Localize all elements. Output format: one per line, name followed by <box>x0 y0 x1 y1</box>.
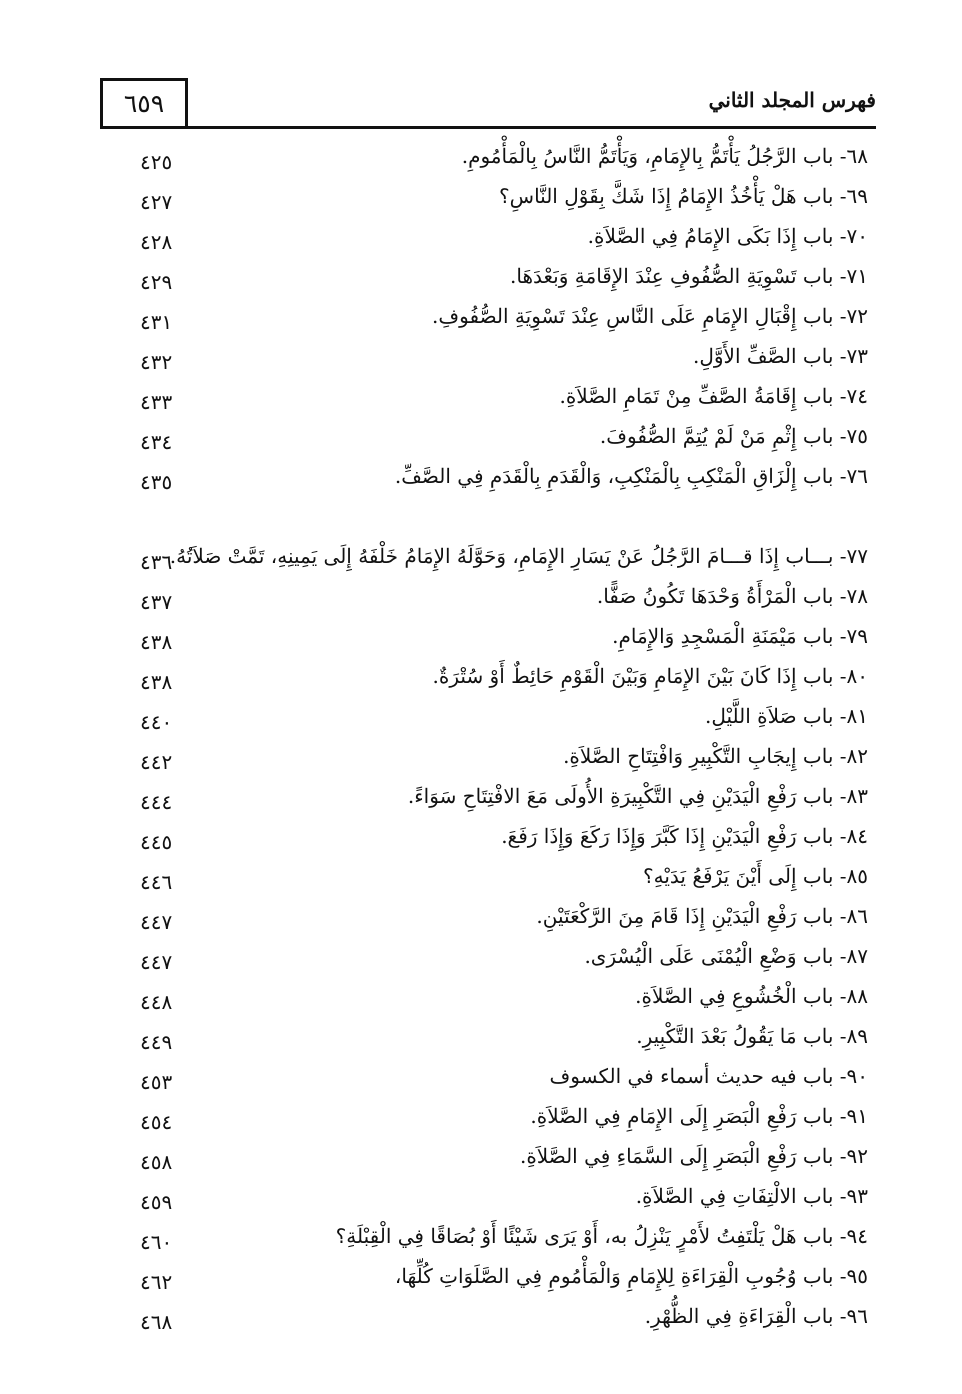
entry-page-number: ٤٥٨ <box>140 1150 173 1174</box>
entry-page-number: ٤٢٩ <box>140 270 173 294</box>
entry-page-number: ٤٦٢ <box>140 1270 173 1294</box>
entry-title: ٧٩- باب مَيْمَنَةِ الْمَسْجِدِ وَالإِمَامِ. <box>612 624 868 648</box>
entry-title: ٩٠- باب فيه حديث أسماء في الكسوف <box>549 1064 868 1088</box>
entry-title: ٨٣- باب رَفْعِ الْيَدَيْنِ فِي التَّكْبِيرَةِ الأُولَى مَعَ الافْتِتَاحِ سَوَاءً. <box>407 784 868 808</box>
entry-page-number: ٤٣٨ <box>140 630 173 654</box>
entry-title: ٨٠- باب إِذَا كَانَ بَيْنَ الإِمَامِ وَبَيْنَ الْقَوْمِ حَائِطٌ أَوْ سُتْرَةٌ. <box>432 664 868 688</box>
entry-page-number: ٤٣٢ <box>140 350 173 374</box>
index-entry <box>140 340 868 380</box>
index-entry <box>140 300 868 340</box>
index-entry <box>140 180 868 220</box>
entry-page-number: ٤٦٠ <box>140 1230 173 1254</box>
index-entry <box>140 740 868 780</box>
index-entry <box>140 500 868 580</box>
entry-title: ٩٣- باب الالْتِفَاتِ فِي الصَّلاَةِ. <box>635 1184 868 1208</box>
entry-title: ٨١- باب صَلاَةِ اللَّيْلِ. <box>704 704 868 728</box>
entry-title: ٩٢- باب رَفْعِ الْبَصَرِ إِلَى السَّمَاءِ فِي الصَّلاَةِ. <box>519 1144 868 1168</box>
entry-title: ٧٤- باب إِقَامَةُ الصَّفِّ مِنْ تَمَامِ الصَّلاَةِ. <box>559 384 868 408</box>
entry-title: ٨٧- باب وَضْعِ الْيُمْنَى عَلَى الْيُسْرَى. <box>584 944 868 968</box>
entry-title: ٨٩- باب مَا يَقُولُ بَعْدَ التَّكْبِيرِ. <box>636 1024 868 1048</box>
index-entry <box>140 620 868 660</box>
entry-page-number: ٤٤٨ <box>140 990 173 1014</box>
entry-title: ٧٦- باب إِلْزَاقِ الْمَنْكِبِ بِالْمَنْكِبِ، وَالْقَدَمِ بِالْقَدَمِ فِي الصَّفِّ. <box>394 464 868 488</box>
entry-page-number: ٤٣٣ <box>140 390 173 414</box>
entry-page-number: ٤٣٥ <box>140 470 173 494</box>
index-entry <box>140 1100 868 1140</box>
entry-title: ٦٨- باب الرَّجُلُ يَأْتَمُّ بِالإِمَامِ، وَيَأْتَمُّ النَّاسُ بِالْمَأْمُومِ. <box>461 144 868 168</box>
index-entry <box>140 380 868 420</box>
entry-page-number: ٤٣٦ <box>140 550 173 574</box>
entry-title: ٧٣- باب الصَّفِّ الأَوَّلِ. <box>692 344 868 368</box>
entry-title: ٨٤- باب رَفْعِ الْيَدَيْنِ إِذَا كَبَّرَ وَإِذَا رَكَعَ وَإِذَا رَفَعَ. <box>501 824 868 848</box>
index-entry <box>140 1260 868 1300</box>
index-entry <box>140 860 868 900</box>
index-entry <box>140 460 868 500</box>
entry-page-number: ٤٤٠ <box>140 710 173 734</box>
entry-page-number: ٤٤٩ <box>140 1030 173 1054</box>
index-entry <box>140 820 868 860</box>
index-entry <box>140 1140 868 1180</box>
index-entry <box>140 1020 868 1060</box>
entry-page-number: ٤٤٢ <box>140 750 173 774</box>
entry-page-number: ٤٢٧ <box>140 190 173 214</box>
running-title: فهرس المجلد الثاني <box>708 88 876 112</box>
index-entry <box>140 260 868 300</box>
index-entry <box>140 900 868 940</box>
entry-page-number: ٤٤٦ <box>140 870 173 894</box>
entry-page-number: ٤٣١ <box>140 310 173 334</box>
entry-page-number: ٤٦٨ <box>140 1310 173 1334</box>
index-entry <box>140 420 868 460</box>
entry-page-number: ٤٢٥ <box>140 150 173 174</box>
entry-title: ٧١- باب تَسْوِيَةِ الصُّفُوفِ عِنْدَ الإِقَامَةِ وَبَعْدَهَا. <box>510 264 868 288</box>
index-entry <box>140 580 868 620</box>
index-entry <box>140 1180 868 1220</box>
entry-title: ٩١- باب رَفْعِ الْبَصَرِ إِلَى الإِمَامِ فِي الصَّلاَةِ. <box>530 1104 868 1128</box>
index-entry <box>140 780 868 820</box>
entry-page-number: ٤٣٨ <box>140 670 173 694</box>
entry-title: ٨٨- باب الْخُشُوعِ فِي الصَّلاَةِ. <box>635 984 868 1008</box>
index-entry <box>140 980 868 1020</box>
header-rule <box>100 126 876 129</box>
index-entry <box>140 220 868 260</box>
entry-page-number: ٤٣٧ <box>140 590 173 614</box>
entry-title: ٨٥- باب إِلَى أَيْنَ يَرْفَعُ يَدَيْهِ؟ <box>643 864 868 888</box>
entry-title: ٨٢- باب إِيجَابِ التَّكْبِيرِ وَافْتِتَاحِ الصَّلاَةِ. <box>563 744 868 768</box>
entry-page-number: ٤٣٤ <box>140 430 173 454</box>
entry-title: ٧٥- باب إِثْمِ مَنْ لَمْ يُتِمَّ الصُّفُوفَ. <box>599 424 868 448</box>
entry-page-number: ٤٤٧ <box>140 910 173 934</box>
entry-title: ٧٢- باب إِقْبَالِ الإِمَامِ عَلَى النَّاسِ عِنْدَ تَسْوِيَةِ الصُّفُوفِ. <box>432 304 868 328</box>
entry-title: ٩٤- باب هَلْ يَلْتَفِتُ لأَمْرٍ يَنْزِلُ به، أَوْ يَرَى شَيْئًا أَوْ بُصَاقًا فِي الْقِبْلَةِ؟ <box>335 1224 868 1248</box>
entry-page-number: ٤٢٨ <box>140 230 173 254</box>
index-entry <box>140 940 868 980</box>
entry-page-number: ٤٥٣ <box>140 1070 173 1094</box>
entry-title: ٨٦- باب رَفْعِ الْيَدَيْنِ إِذَا قَامَ مِنَ الرَّكْعَتَيْنِ. <box>536 904 868 928</box>
index-entry <box>140 140 868 180</box>
entry-title: ٧٨- باب الْمَرْأَةُ وَحْدَهَا تَكُونُ صَفًّا. <box>596 584 868 608</box>
index-entry <box>140 1300 868 1340</box>
entry-title: ٩٥- باب وُجُوبِ الْقِرَاءَةِ لِلإِمَامِ وَالْمَأْمُومِ فِي الصَّلَوَاتِ كُلِّهَا، <box>394 1264 868 1288</box>
page-number: ٦٥٩ <box>100 78 188 126</box>
entry-page-number: ٤٤٧ <box>140 950 173 974</box>
index-entry <box>140 1220 868 1260</box>
index-entry <box>140 660 868 700</box>
entry-page-number: ٤٥٤ <box>140 1110 173 1134</box>
index-entry <box>140 1060 868 1100</box>
entry-title: ٦٩- باب هَلْ يَأْخُذُ الإِمَامُ إِذَا شَكَّ بِقَوْلِ النَّاسِ؟ <box>499 184 868 208</box>
page-header <box>100 78 876 130</box>
entry-title: ٩٦- باب الْقِرَاءَةِ فِي الظُّهْرِ. <box>644 1304 868 1328</box>
entry-page-number: ٤٥٩ <box>140 1190 173 1214</box>
entry-title: ٧٧- بـــاب إِذَا قـــامَ الرَّجُلُ عَنْ يَسَارِ الإِمَامِ، وَحَوَّلَهُ الإِمَامُ خَلْفَهُ إِلَى يَمِينِهِ، تَمَّتْ صَلاَتُهُ. <box>169 544 868 568</box>
entry-page-number: ٤٤٥ <box>140 830 173 854</box>
index-entry <box>140 700 868 740</box>
entry-page-number: ٤٤٤ <box>140 790 173 814</box>
entry-title: ٧٠- باب إِذَا بَكَى الإِمَامُ فِي الصَّلاَةِ. <box>587 224 868 248</box>
